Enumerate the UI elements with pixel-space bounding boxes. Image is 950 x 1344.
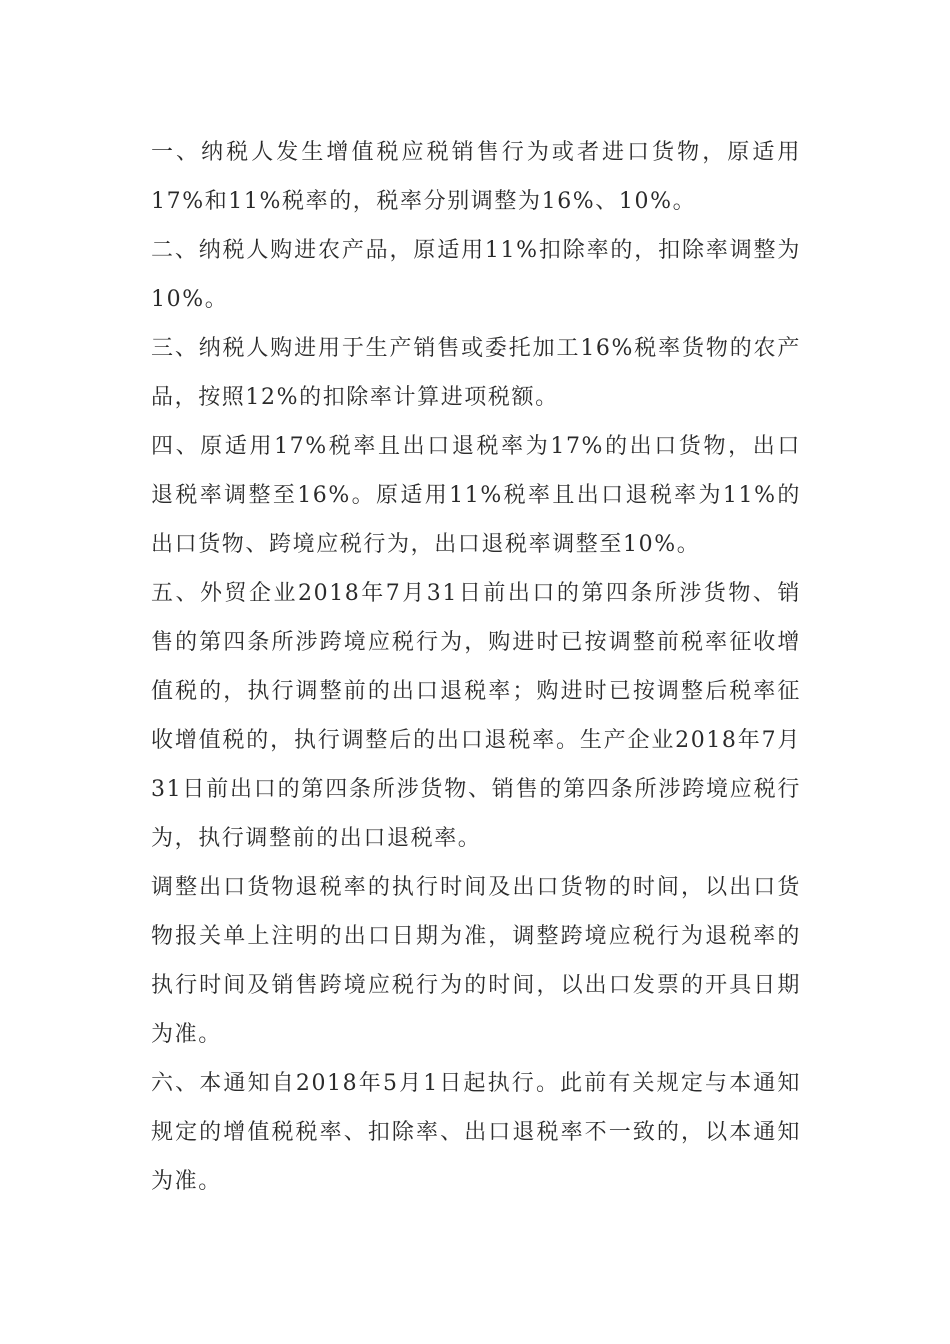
paragraph-6: 调整出口货物退税率的执行时间及出口货物的时间，以出口货物报关单上注明的出口日期为准，调整跨境应税行为退税率的执行时间及销售跨境应税行为的时间，以出口发票的开具日期为准。 xyxy=(151,875,801,1047)
paragraph-3: 三、纳税人购进用于生产销售或委托加工16%税率货物的农产品，按照12%的扣除率计算进项税额。 xyxy=(151,336,801,410)
document-body xyxy=(151,128,801,1206)
paragraph-5: 五、外贸企业2018年7月31日前出口的第四条所涉货物、销售的第四条所涉跨境应税行为，购进时已按调整前税率征收增值税的，执行调整前的出口退税率；购进时已按调整后税率征收增值税的，执行调整后的出口退税率。生产企业2018年7月31日前出口的第四条所涉货物、销售的第四条所涉跨境应税行为，执行调整前的出口退税率。 xyxy=(151,581,801,851)
paragraph-2: 二、纳税人购进农产品，原适用11%扣除率的，扣除率调整为10%。 xyxy=(151,238,801,312)
paragraph-1: 一、纳税人发生增值税应税销售行为或者进口货物，原适用17%和11%税率的，税率分别调整为16%、10%。 xyxy=(151,140,801,214)
paragraph-7: 六、本通知自2018年5月1日起执行。此前有关规定与本通知规定的增值税税率、扣除率、出口退税率不一致的，以本通知为准。 xyxy=(151,1071,801,1194)
paragraph-4: 四、原适用17%税率且出口退税率为17%的出口货物，出口退税率调整至16%。原适用11%税率且出口退税率为11%的出口货物、跨境应税行为，出口退税率调整至10%。 xyxy=(151,434,801,557)
